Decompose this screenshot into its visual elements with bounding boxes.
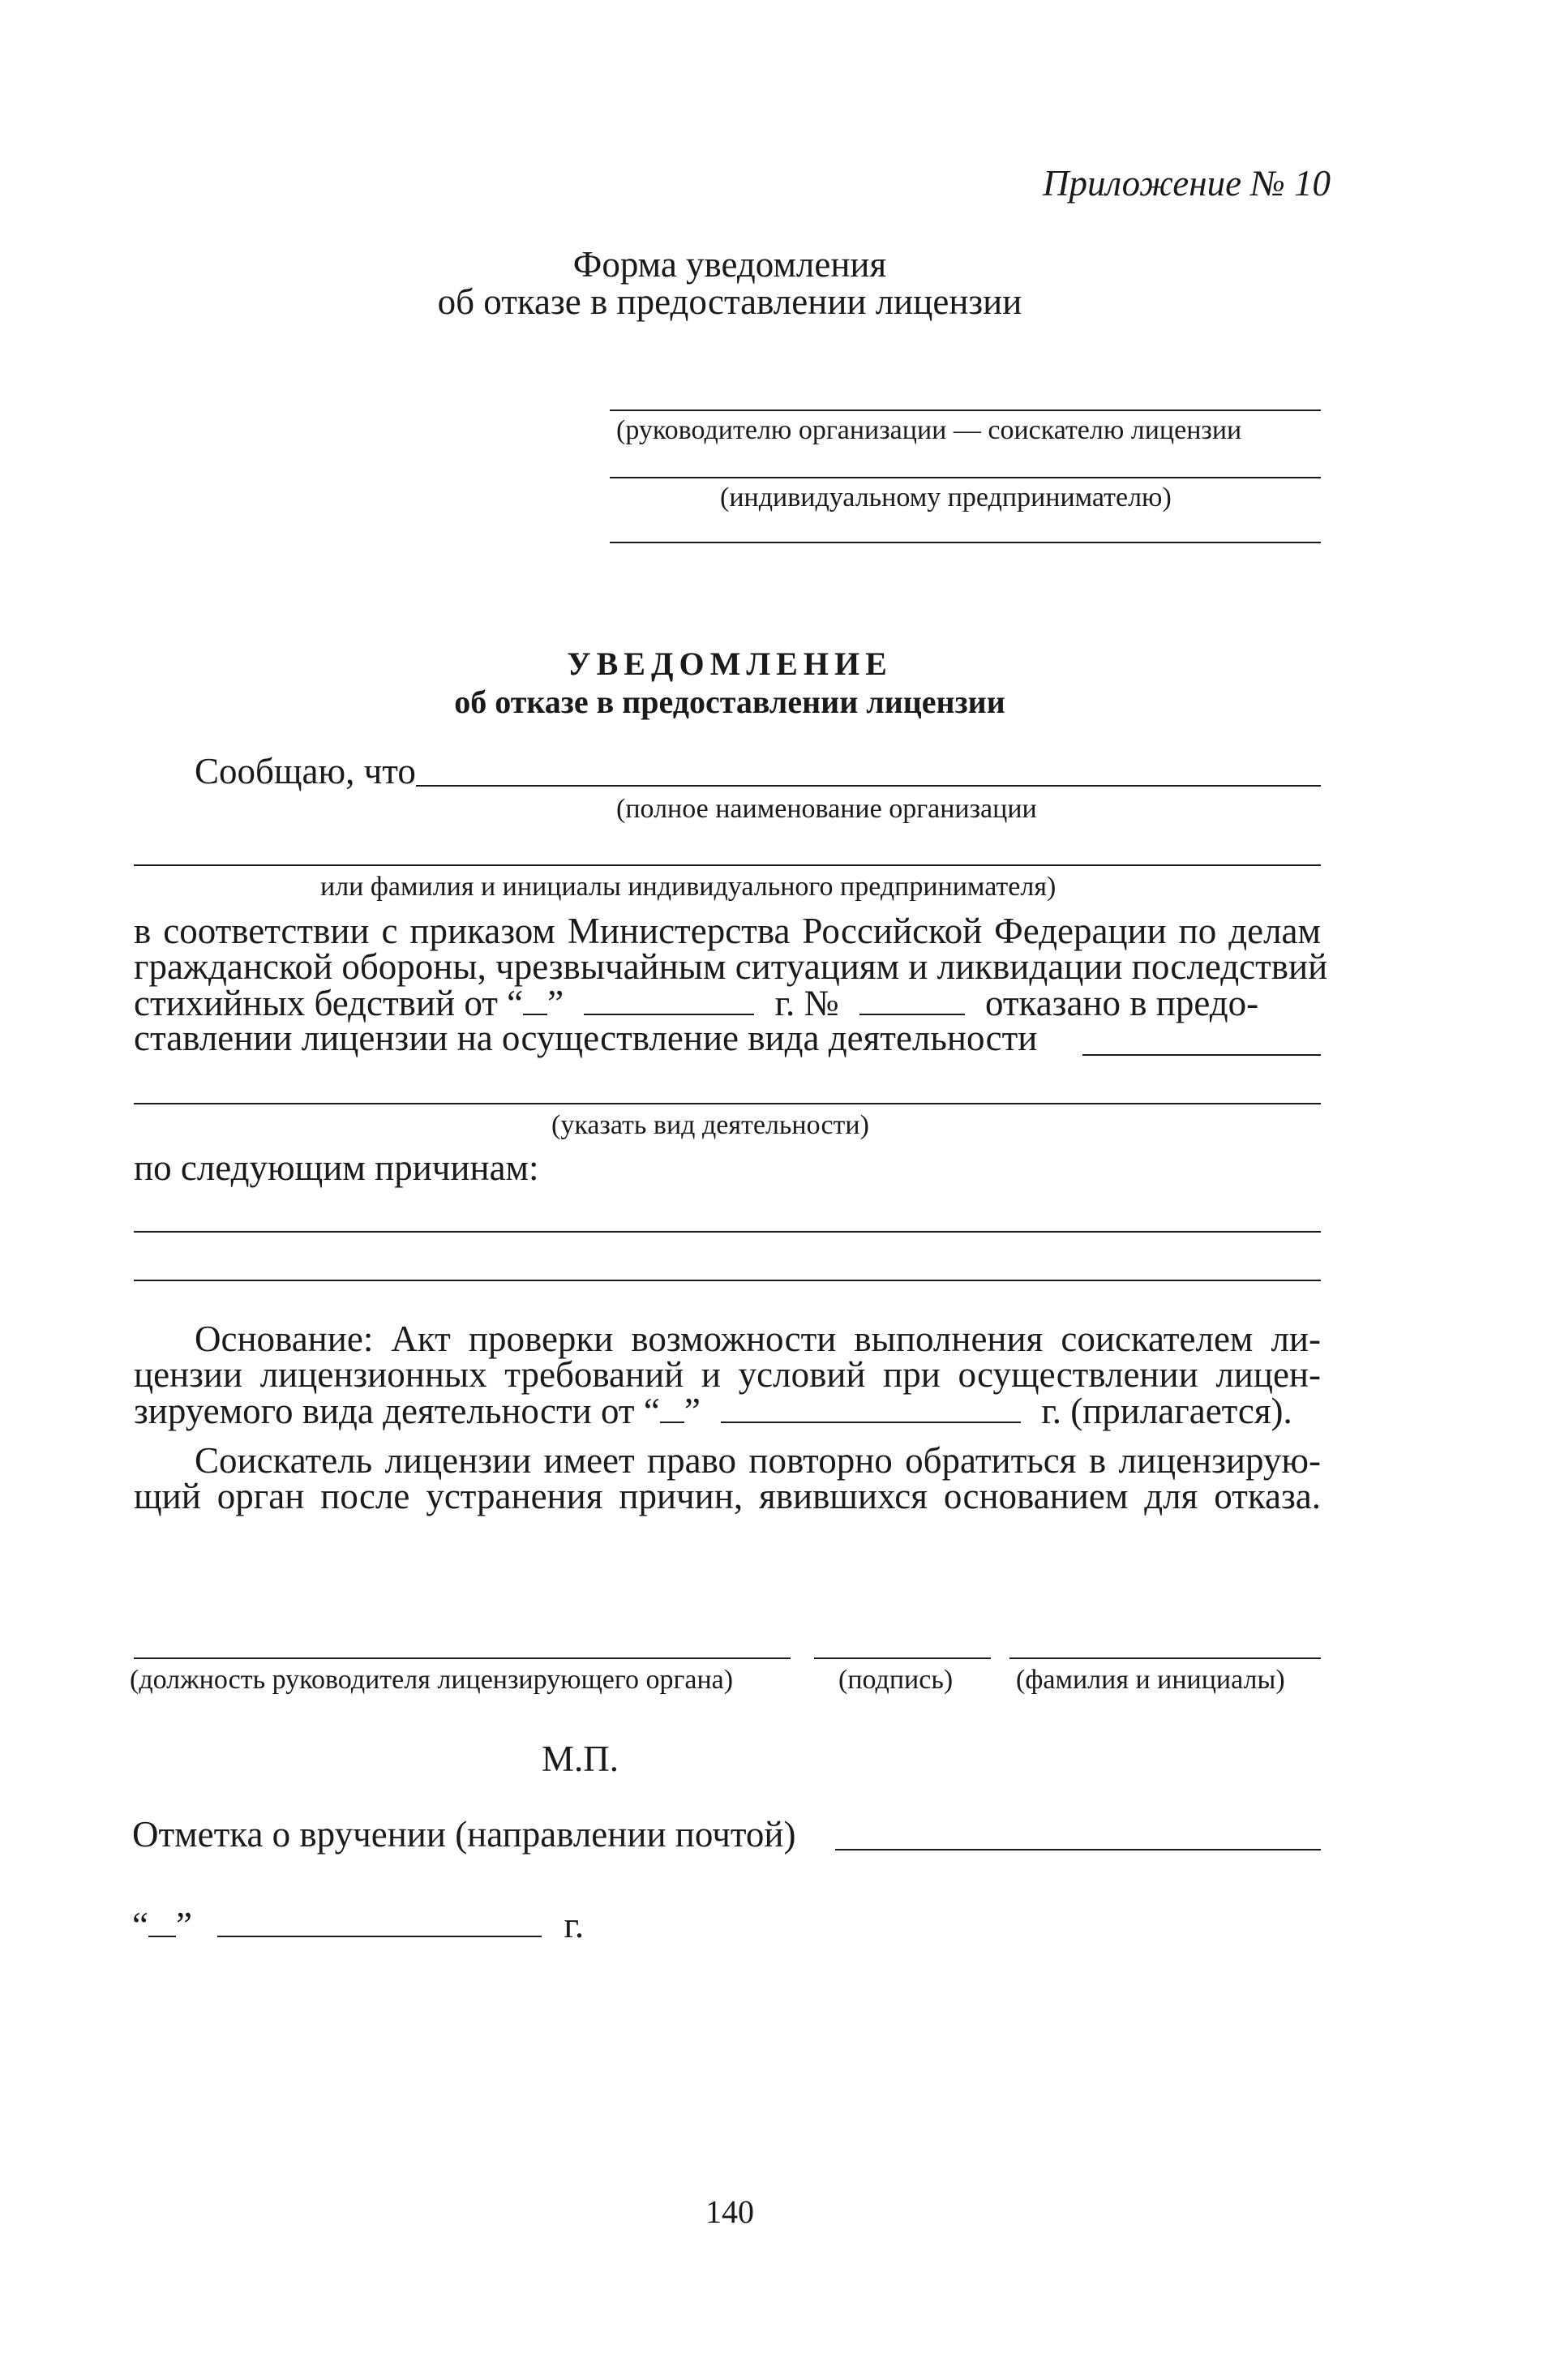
recipient-caption-ip: (индивидуальному предпринимателю) xyxy=(720,482,1172,512)
delivery-day-field[interactable] xyxy=(148,1903,176,1937)
reasons-line-2 xyxy=(134,1280,1321,1281)
basis-attached: г. (прилагается). xyxy=(1041,1391,1292,1431)
caption-org-name: (полное наименование организации xyxy=(616,794,1037,824)
delivery-date xyxy=(132,1903,584,1946)
name-line xyxy=(1009,1657,1321,1659)
ip-name-line xyxy=(134,864,1321,866)
basis-line-1: Основание: Акт проверки возможности выполнения соискателем ли- xyxy=(195,1319,1321,1359)
notice-title: УВЕДОМЛЕНИЕ xyxy=(567,645,893,682)
basis-date-label: зируемого вида деятельности от xyxy=(134,1391,635,1431)
activity-line xyxy=(134,1103,1321,1104)
paragraph-1-line-4: ставлении лицензии на осуществление вида деятельности xyxy=(134,1018,1038,1058)
delivery-quote-close: ” xyxy=(175,1905,192,1945)
stamp-label: М.П. xyxy=(542,1739,619,1779)
reasons-label: по следующим причинам: xyxy=(134,1147,539,1188)
delivery-line xyxy=(835,1849,1321,1850)
refusal-text: отказано в предо- xyxy=(984,983,1259,1023)
recipient-caption-org: (руководителю организации — соискателю лицензии xyxy=(616,415,1242,445)
form-title-line-1: Форма уведомления xyxy=(572,244,887,285)
right-line-2: щий орган после устранения причин, явившихся основанием для отказа. xyxy=(134,1476,1321,1516)
position-line xyxy=(134,1657,791,1659)
delivery-label: Отметка о вручении (направлении почтой) xyxy=(132,1814,796,1855)
report-label: Сообщаю, что xyxy=(195,751,416,791)
form-title-line-2: об отказе в предоставлении лицензии xyxy=(437,281,1022,322)
basis-line-3 xyxy=(134,1389,1292,1432)
order-day-field[interactable] xyxy=(523,981,547,1015)
paragraph-1-line-2: гражданской обороны, чрезвычайным ситуациям и ликвидации последствий xyxy=(134,946,1328,987)
activity-line-short xyxy=(1082,1054,1321,1056)
basis-month-field[interactable] xyxy=(721,1389,1021,1423)
org-name-line xyxy=(416,785,1321,787)
recipient-line-3 xyxy=(610,542,1321,543)
quote-open: “ xyxy=(507,983,524,1023)
appendix-label: Приложение № 10 xyxy=(1042,163,1331,204)
paragraph-1-line-1: в соответствии с приказом Министерства Российской Федерации по делам xyxy=(134,911,1321,951)
recipient-line-1 xyxy=(610,410,1321,411)
basis-line-2: цензии лицензионных требований и условий при осуществлении лицен- xyxy=(134,1354,1321,1395)
caption-signature: (подпись) xyxy=(838,1665,954,1695)
notice-subtitle: об отказе в предоставлении лицензии xyxy=(454,684,1005,720)
reasons-line-1 xyxy=(134,1231,1321,1233)
basis-day-field[interactable] xyxy=(660,1389,684,1423)
delivery-month-field[interactable] xyxy=(217,1903,542,1937)
page-number: 140 xyxy=(705,2193,754,2230)
caption-position: (должность руководителя лицензирующего органа) xyxy=(130,1665,734,1695)
caption-ip-name: или фамилия и инициалы индивидуального предпринимателя) xyxy=(320,872,1057,902)
basis-quote-open: “ xyxy=(643,1391,660,1431)
basis-quote-close: ” xyxy=(684,1391,701,1431)
order-date-label: стихийных бедствий от xyxy=(134,983,498,1023)
order-month-field[interactable] xyxy=(584,981,754,1015)
delivery-quote-open: “ xyxy=(132,1905,148,1945)
delivery-year-label: г. xyxy=(564,1905,585,1945)
recipient-line-2 xyxy=(610,477,1321,478)
order-number-field[interactable] xyxy=(859,981,965,1015)
quote-close: ” xyxy=(547,983,564,1023)
right-line-1: Соискатель лицензии имеет право повторно обратиться в лицензирую- xyxy=(195,1440,1321,1481)
signature-line xyxy=(814,1657,991,1659)
caption-activity: (указать вид деятельности) xyxy=(551,1110,869,1140)
caption-name: (фамилия и инициалы) xyxy=(1016,1665,1285,1695)
order-number-label: г. № xyxy=(774,983,839,1023)
